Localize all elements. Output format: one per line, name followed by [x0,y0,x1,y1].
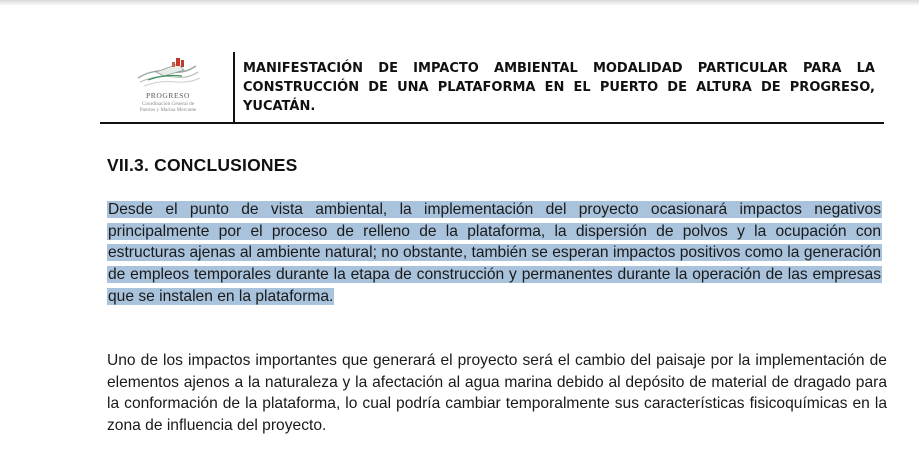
paragraph-highlighted[interactable] [107,199,882,308]
progreso-logo [118,52,218,120]
logo-name: PROGRESO [146,91,190,100]
page-top-edge [0,0,919,6]
logo-subtitle-line1: Coordinación General de [141,101,195,107]
header-divider [233,52,235,122]
ship-emblem-icon [134,52,204,92]
section-heading: VII.3. CONCLUSIONES [107,155,298,175]
paragraph: Uno de los impactos importantes que generará el proyecto será el cambio del paisaje por la implementación de elementos ajenos a la naturaleza y la afectación al agua marina debido al depósito de material de dragado para la conformación de la plataforma, lo cual podría cambiar temporalmente sus características fisicoquímicas en la zona de influencia del proyecto. [107,352,887,435]
selected-text[interactable]: Desde el punto de vista ambiental, la implementación del proyecto ocasionará impactos negativos principalmente por el proceso de relleno de la plataforma, la dispersión de polvos y la ocupación con estructuras ajenas al ambiente natural; no obstante, también se esperan impactos positivos como la generación de empleos temporales durante la etapa de construcción y permanentes durante la operación de las empresas que se instalen en la plataforma. [108,201,881,305]
logo-subtitle-line2: Puertos y Marina Mercante [139,107,197,113]
document-header [100,52,884,124]
logo-subtitle [118,101,218,113]
document-title: MANIFESTACIÓN DE IMPACTO AMBIENTAL MODALIDAD PARTICULAR PARA LA CONSTRUCCIÓN DE UNA PLATAFORMA EN EL PUERTO DE ALTURA DE PROGRESO, YUCATÁN. [243,61,875,114]
